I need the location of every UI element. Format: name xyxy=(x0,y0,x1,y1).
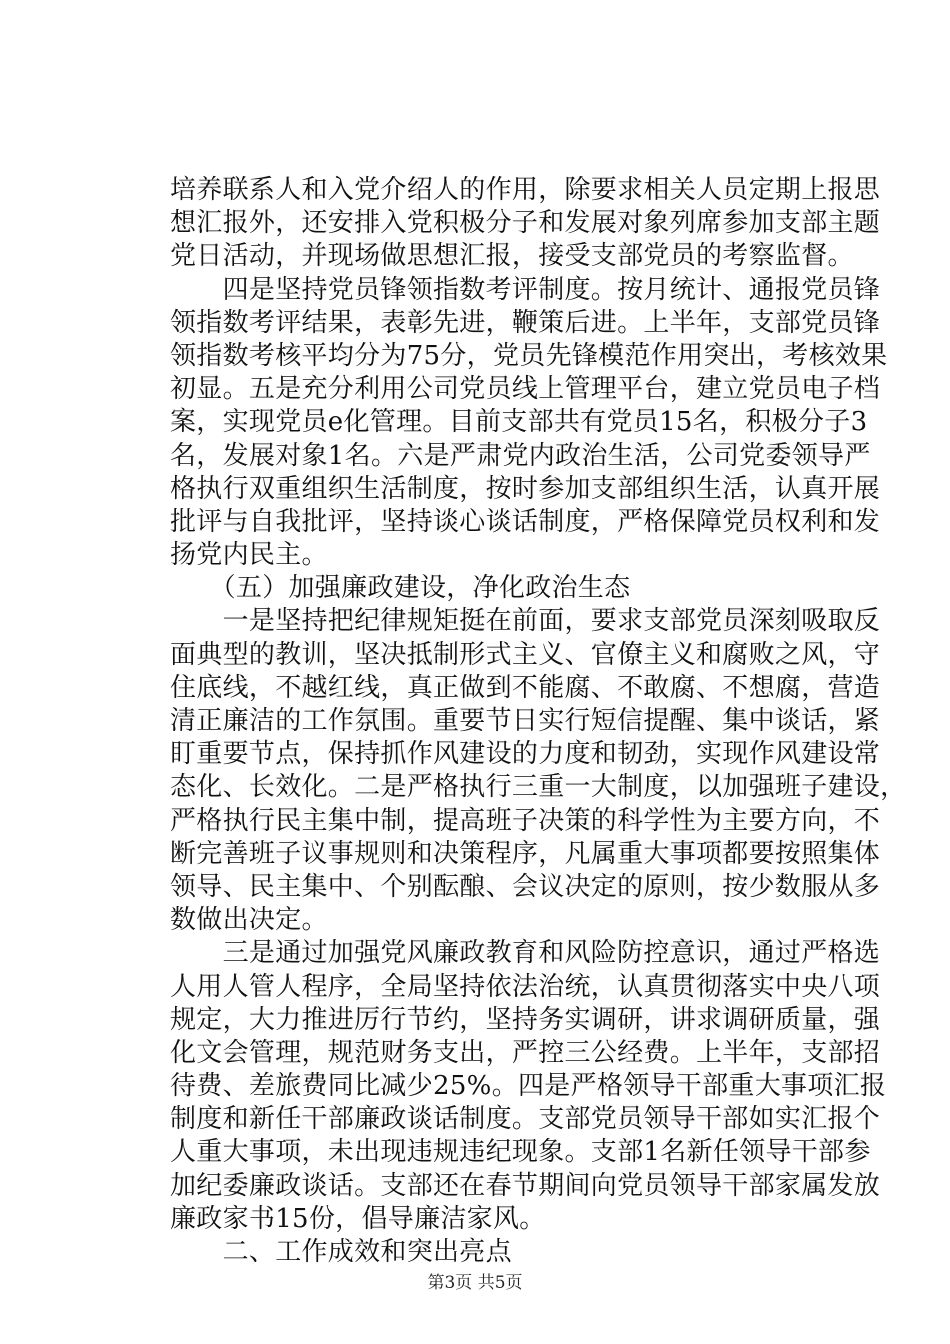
text-line: 一是坚持把纪律规矩挺在前面，要求支部党员深刻吸取反 xyxy=(170,606,881,637)
text-line: 住底线，不越红线，真正做到不能腐、不敢腐、不想腐，营造 xyxy=(170,672,881,703)
text-line: 数做出决定。 xyxy=(170,905,328,936)
text-line: 批评与自我批评，坚持谈心谈话制度，严格保障党员权利和发 xyxy=(170,506,881,537)
text-line: 人用人管人程序，全局坚持依法治统，认真贯彻落实中央八项 xyxy=(170,971,881,1002)
text-line: 清正廉洁的工作氛围。重要节日实行短信提醒、集中谈话，紧 xyxy=(170,706,881,736)
text-line: 格执行双重组织生活制度，按时参加支部组织生活，认真开展 xyxy=(170,473,881,504)
page-footer: 第3页 共5页 xyxy=(427,1273,523,1293)
text-line: 待费、差旅费同比减少25%。四是严格领导干部重大事项汇报 xyxy=(170,1071,887,1102)
section-heading: （五）加强廉政建设，净化政治生态 xyxy=(170,573,631,604)
text-line: 盯重要节点，保持抓作风建设的力度和韧劲，实现作风建设常 xyxy=(170,739,881,770)
text-line: 制度和新任干部廉政谈话制度。支部党员领导干部如实汇报个 xyxy=(170,1104,881,1135)
text-line: 初显。五是充分利用公司党员线上管理平台，建立党员电子档 xyxy=(170,374,881,405)
text-line: 人重大事项，未出现违规违纪现象。支部1名新任领导干部参 xyxy=(170,1137,871,1168)
text-line: 三是通过加强党风廉政教育和风险防控意识，通过严格选 xyxy=(170,938,881,969)
text-line: 培养联系人和入党介绍人的作用，除要求相关人员定期上报思 xyxy=(170,175,881,205)
text-line: 领指数考评结果，表彰先进，鞭策后进。上半年，支部党员锋 xyxy=(170,307,881,338)
text-line: 领导、民主集中、个别酝酿、会议决定的原则，按少数服从多 xyxy=(170,871,881,902)
text-line: 想汇报外，还安排入党积极分子和发展对象列席参加支部主题 xyxy=(170,208,881,239)
text-line: 严格执行民主集中制，提高班子决策的科学性为主要方向，不 xyxy=(170,805,881,836)
text-line: 规定，大力推进厉行节约，坚持务实调研，讲求调研质量，强 xyxy=(170,1004,881,1035)
text-line: 廉政家书15份，倡导廉洁家风。 xyxy=(170,1203,546,1234)
text-line: 面典型的教训，坚决抵制形式主义、官僚主义和腐败之风，守 xyxy=(170,639,881,670)
text-line: 化文会管理，规范财务支出，严控三公经费。上半年，支部招 xyxy=(170,1037,881,1068)
text-line: 名，发展对象1名。六是严肃党内政治生活，公司党委领导严 xyxy=(170,440,871,471)
text-line: 扬党内民主。 xyxy=(170,540,328,571)
text-line: 案，实现党员e化管理。目前支部共有党员15名，积极分子3 xyxy=(170,407,868,438)
text-line: 党日活动，并现场做思想汇报，接受支部党员的考察监督。 xyxy=(170,241,854,272)
text-line: 断完善班子议事规则和决策程序，凡属重大事项都要按照集体 xyxy=(170,838,881,869)
text-line: 四是坚持党员锋领指数考评制度。按月统计、通报党员锋 xyxy=(170,274,881,305)
text-line: 态化、长效化。二是严格执行三重一大制度，以加强班子建设， xyxy=(170,772,907,803)
section-heading: 二、工作成效和突出亮点 xyxy=(170,1237,512,1267)
text-line: 加纪委廉政谈话。支部还在春节期间向党员领导干部家属发放 xyxy=(170,1170,881,1201)
document-body xyxy=(170,174,907,1269)
text-line: 领指数考核平均分为75分，党员先锋模范作用突出，考核效果 xyxy=(170,340,888,371)
